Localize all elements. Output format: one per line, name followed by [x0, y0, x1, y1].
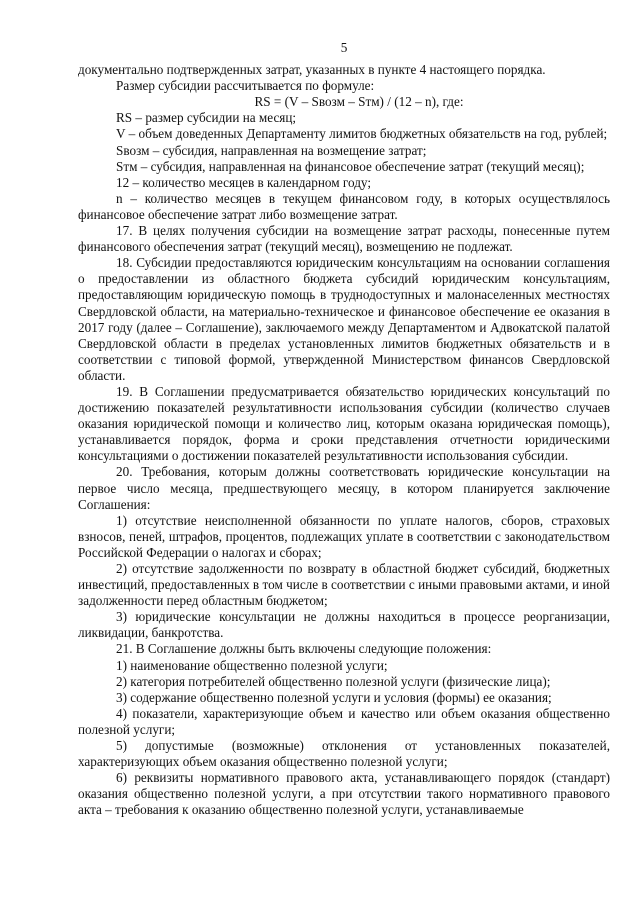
page-number: 5	[340, 40, 348, 55]
formula-definition-rs: RS – размер субсидии на месяц;	[116, 110, 297, 126]
clause-21-item-3: 3) содержание общественно полезной услуги и условия (формы) ее оказания;	[116, 689, 552, 705]
clause-21-item-4: 4) показатели, характеризующие объем и качество или объем оказания общественно полезной услуги;	[78, 705, 610, 737]
clause-21-item-1: 1) наименование общественно полезной услуги;	[116, 657, 388, 673]
clause-21: 21. В Соглашение должны быть включены следующие положения:	[116, 641, 492, 657]
clause-21-item-6: 6) реквизиты нормативного правового акта, устанавливающего порядок (стандарт) оказания общественно полезной услуги, а при отсутствии такого нормативного правового акта – требования к оказанию общественно полезной услуги, устанавливаемые	[78, 770, 610, 818]
formula-definition-v: V – объем доведенных Департаменту лимитов бюджетных обязательств на год, рублей;	[116, 126, 608, 142]
subsidy-formula: RS = (V – Sвозм – Sтм) / (12 – n), где:	[254, 94, 464, 110]
clause-21-item-2: 2) категория потребителей общественно полезной услуги (физические лица);	[116, 673, 551, 689]
clause-20-item-2: 2) отсутствие задолженности по возврату в областной бюджет субсидий, бюджетных инвестиций, предоставленных в том числе в соответствии с иными правовыми актами, и иной задолженности перед областным бюджетом;	[78, 561, 610, 609]
formula-definition-stm: Sтм – субсидия, направленная на финансовое обеспечение затрат (текущий месяц);	[116, 158, 585, 174]
clause-17: 17. В целях получения субсидии на возмещение затрат расходы, понесенные путем финансового обеспечения затрат (текущий месяц), возмещению не подлежат.	[78, 223, 610, 255]
clause-19: 19. В Соглашении предусматривается обязательство юридических консультаций по достижению показателей результативности использования субсидии (количество случаев оказания юридической помощи и количество лиц, которым оказана юридическая помощь), устанавливается порядок, форма и сроки представления отчетности юридическими консультациями о достижении показателей результативности использования субсидии.	[78, 383, 610, 464]
document-page	[78, 40, 610, 819]
formula-definition-n: n – количество месяцев в текущем финансовом году, в которых осуществлялось финансовое обеспечение затрат либо возмещение затрат.	[78, 190, 610, 222]
paragraph-continuation: документально подтвержденных затрат, указанных в пункте 4 настоящего порядка.	[78, 62, 546, 78]
paragraph-formula-intro: Размер субсидии рассчитывается по формуле:	[116, 78, 375, 94]
clause-18: 18. Субсидии предоставляются юридическим консультациям на основании соглашения о предоставлении из областного бюджета субсидий юридическим консультациям, предоставляющим юридическую помощь в труднодоступных и малонаселенных местностях Свердловской области, на материально-техническое и финансовое обеспечение ее оказания в 2017 году (далее – Соглашение), заключаемого между Департаментом и Адвокатской палатой Свердловской области в пределах установленных лимитов бюджетных обязательств и в соответствии с типовой формой, утвержденной Министерством финансов Свердловской области.	[78, 255, 610, 383]
formula-definition-svozm: Sвозм – субсидия, направленная на возмещение затрат;	[116, 142, 427, 158]
clause-20-item-1: 1) отсутствие неисполненной обязанности по уплате налогов, сборов, страховых взносов, пеней, штрафов, процентов, подлежащих уплате в соответствии с законодательством Российской Федерации о налогах и сборах;	[78, 512, 610, 560]
clause-20: 20. Требования, которым должны соответствовать юридические консультации на первое число месяца, предшествующего месяцу, в котором планируется заключение Соглашения:	[78, 464, 610, 512]
clause-21-item-5: 5) допустимые (возможные) отклонения от установленных показателей, характеризующих объем оказания общественно полезной услуги;	[78, 738, 610, 770]
formula-definition-12: 12 – количество месяцев в календарном году;	[116, 174, 371, 190]
clause-20-item-3: 3) юридические консультации не должны находиться в процессе реорганизации, ликвидации, банкротства.	[78, 609, 610, 641]
